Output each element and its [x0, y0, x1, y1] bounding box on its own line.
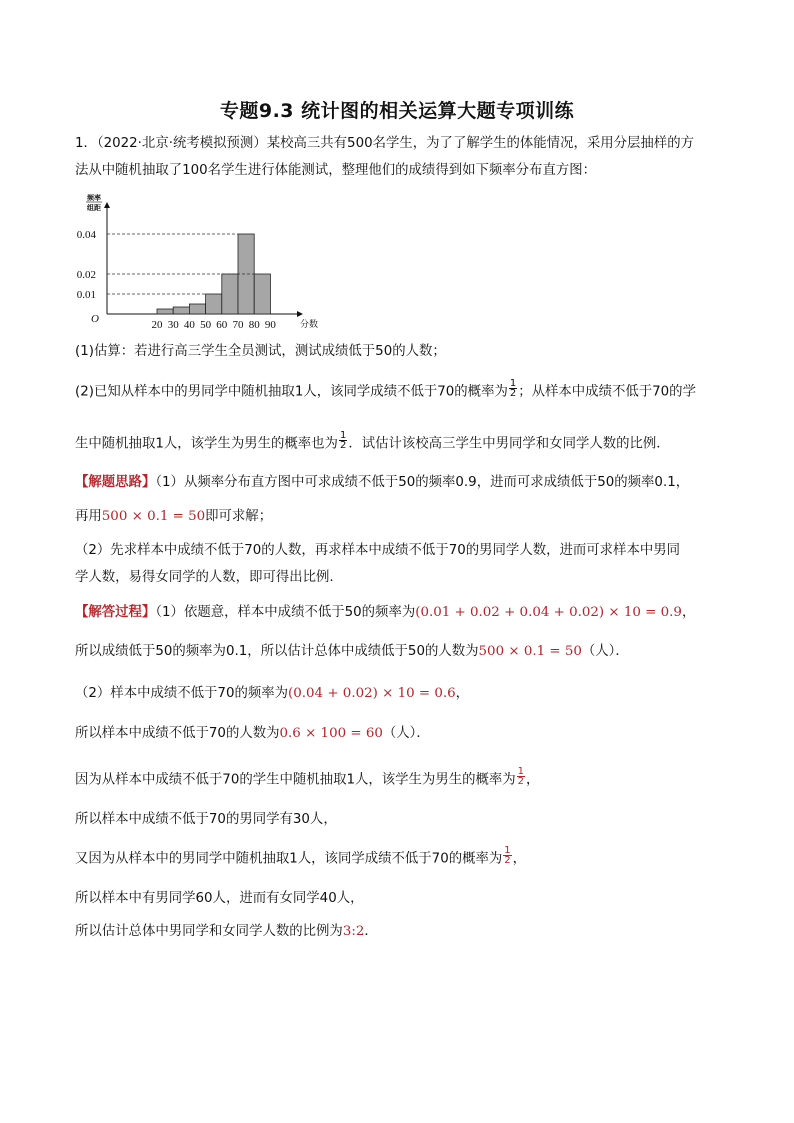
solution-line-1: [75, 604, 735, 622]
fraction-one-half: [503, 846, 511, 865]
question-2-text-a: (2)已知从样本中的男同学中随机抽取1人，该同学成绩不低于70的概率为: [75, 384, 508, 400]
question-2-line-1: [75, 378, 735, 402]
fraction-denominator: 2: [509, 388, 517, 399]
histogram-bar: [157, 309, 173, 314]
solution-text-3a: （2）样本中成绩不低于70的频率为: [75, 686, 289, 701]
question-2-line-2: [75, 430, 735, 454]
hint-line-2: [75, 508, 735, 526]
x-tick-label: 40: [183, 319, 195, 331]
question-1: (1)估算：若进行高三学生全员测试，测试成绩低于50的人数；: [75, 344, 446, 359]
fraction-one-half: [339, 431, 347, 450]
solution-line-7: [75, 845, 735, 869]
fraction-denominator: 2: [517, 776, 525, 787]
fraction-numerator: 1: [517, 766, 525, 777]
solution-text-7b: ，: [512, 851, 527, 867]
solution-text-5a: 因为从样本中成绩不低于70的学生中随机抽取1人，该学生为男生的概率为: [75, 772, 516, 788]
histogram-bar: [222, 274, 238, 314]
solution-math-9: 3:2: [342, 924, 365, 939]
hint-text-2b: 即可求解；: [205, 509, 273, 524]
origin-label: O: [91, 313, 99, 325]
page-title: 专题9.3 统计图的相关运算大题专项训练: [219, 100, 575, 122]
hint-text-1: （1）从频率分布直方图中可求成绩不低于50的频率0.9，进而可求成绩低于50的频率0.1，: [155, 475, 690, 490]
solution-text-1a: （1）依题意，样本中成绩不低于50的频率为: [155, 605, 416, 620]
question-2-text-d: ．试估计该校高三学生中男同学和女同学人数的比例．: [348, 436, 670, 452]
histogram-bar: [206, 294, 222, 314]
solution-text-3b: ，: [455, 686, 470, 701]
y-tick-label: 0.02: [76, 269, 96, 281]
x-tick-label: 60: [216, 319, 228, 331]
hint-label: 【解题思路】: [75, 475, 156, 490]
solution-line-5: [75, 766, 735, 790]
y-axis-arrow: [104, 202, 110, 208]
solution-text-9b: ．: [364, 924, 378, 939]
solution-math-4: 0.6 × 100 = 60: [279, 726, 383, 741]
solution-line-4: [75, 725, 735, 743]
hint-line-4: 学人数，易得女同学的人数，即可得出比例.: [75, 570, 334, 585]
x-tick-label: 90: [264, 319, 276, 331]
hint-line-1: [75, 474, 735, 492]
solution-text-1b: ，: [681, 605, 696, 620]
x-tick-label: 70: [232, 319, 244, 331]
solution-label: 【解答过程】: [75, 605, 156, 620]
solution-text-2a: 所以成绩低于50的频率为0.1，所以估计总体中成绩低于50的人数为: [75, 644, 479, 659]
histogram-bar: [238, 234, 254, 314]
problem-line-1: 1．（2022·北京·统考模拟预测）某校高三共有500名学生，为了了解学生的体能情况，采用分层抽样的方: [75, 136, 694, 151]
x-tick-label: 20: [151, 319, 163, 331]
solution-text-9a: 所以估计总体中男同学和女同学人数的比例为: [75, 924, 343, 939]
solution-math-3: (0.04 + 0.02) × 10 = 0.6: [288, 686, 456, 701]
fraction-denominator: 2: [504, 855, 511, 866]
fraction-one-half: [517, 767, 525, 786]
solution-line-3: [75, 685, 735, 703]
solution-text-5b: ，: [526, 772, 540, 788]
frequency-histogram: [75, 186, 335, 334]
x-axis-label: 分数: [299, 319, 319, 329]
y-tick-label: 0.04: [76, 229, 96, 241]
solution-line-6: 所以样本中成绩不低于70的男同学有30人，: [75, 812, 337, 827]
solution-math-1: (0.01 + 0.02 + 0.04 + 0.02) × 10 = 0.9: [415, 605, 682, 620]
solution-text-2b: （人）．: [581, 644, 629, 659]
fraction-one-half: [509, 379, 517, 398]
question-2-text-b: ；从样本中成绩不低于70的学: [518, 384, 696, 400]
histogram-bar: [254, 274, 270, 314]
x-tick-label: 30: [167, 319, 179, 331]
x-axis-arrow: [297, 311, 303, 317]
y-label-top: 频率: [87, 194, 101, 202]
solution-text-4b: （人）．: [382, 726, 430, 741]
hint-math: 500 × 0.1 = 50: [101, 509, 206, 524]
x-tick-label: 80: [248, 319, 260, 331]
fraction-denominator: 2: [339, 440, 347, 451]
solution-math-2: 500 × 0.1 = 50: [478, 644, 582, 659]
problem-line-2: 法从中随机抽取了100名学生进行体能测试，整理他们的成绩得到如下频率分布直方图：: [75, 163, 597, 178]
y-label-bottom: 组距: [87, 204, 101, 212]
fraction-numerator: 1: [504, 845, 511, 856]
solution-line-2: [75, 643, 735, 661]
question-2-text-c: 生中随机抽取1人，该学生为男生的概率也为: [75, 436, 338, 452]
solution-text-4a: 所以样本中成绩不低于70的人数为: [75, 726, 280, 741]
solution-line-9: [75, 923, 735, 941]
histogram-bar: [189, 304, 205, 314]
x-tick-label: 50: [200, 319, 212, 331]
fraction-numerator: 1: [509, 378, 517, 389]
y-tick-label: 0.01: [76, 289, 96, 301]
solution-text-7a: 又因为从样本中的男同学中随机抽取1人，该同学成绩不低于70的概率为: [75, 851, 503, 867]
fraction-numerator: 1: [339, 430, 347, 441]
solution-line-8: 所以样本中有男同学60人，进而有女同学40人，: [75, 891, 364, 906]
histogram-bar: [173, 307, 189, 314]
hint-line-3: （2）先求样本中成绩不低于70的人数，再求样本中成绩不低于70的男同学人数，进而可求样本中男同: [75, 543, 681, 558]
hint-text-2a: 再用: [75, 509, 102, 524]
